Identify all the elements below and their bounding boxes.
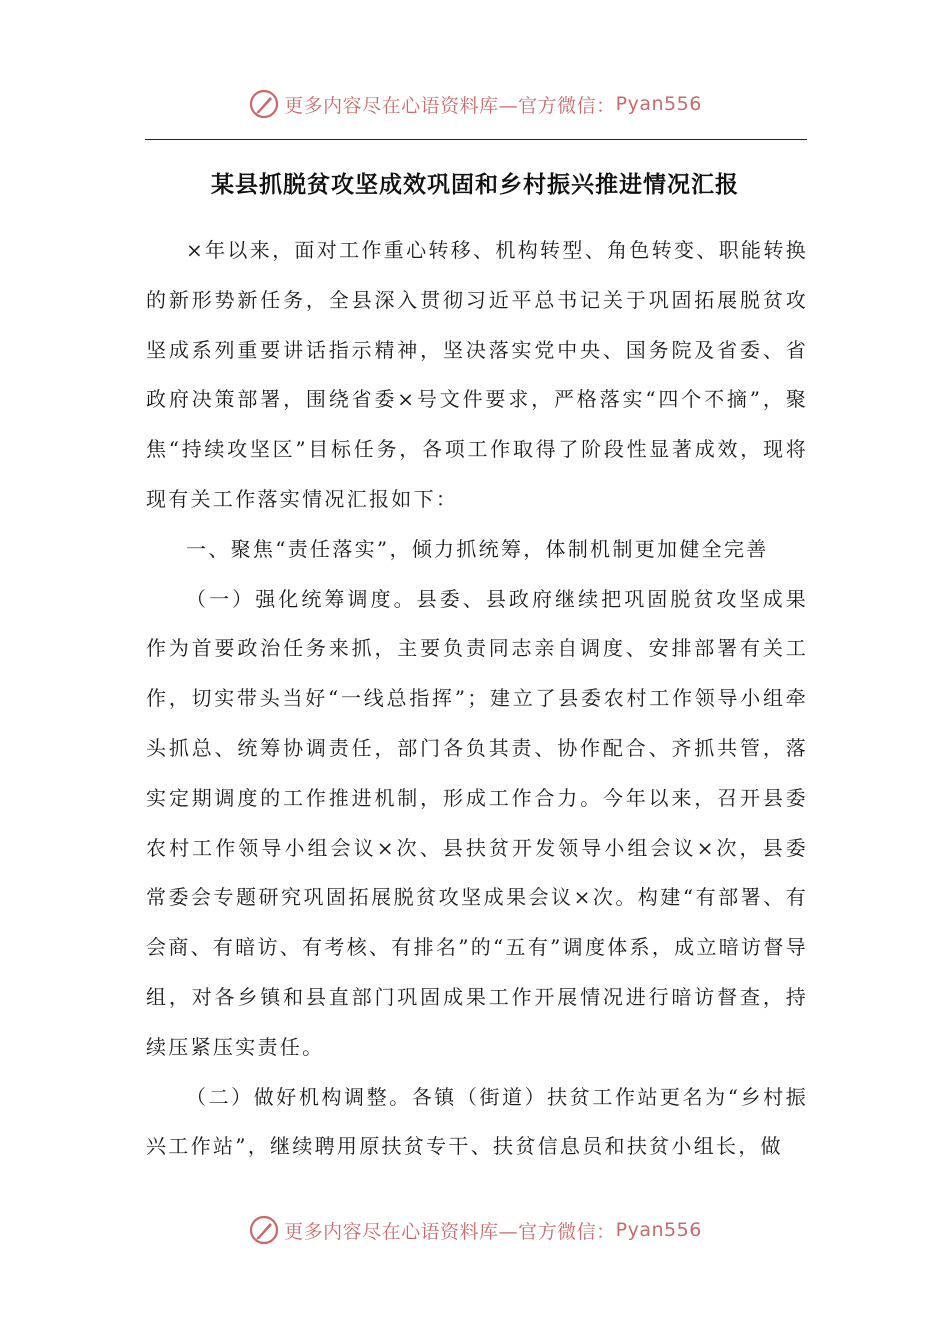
document-body bbox=[146, 226, 808, 1172]
header-banner bbox=[0, 86, 950, 122]
section-heading-1: 一、聚焦“责任落实”，倾力抓统筹，体制机制更加健全完善 bbox=[186, 536, 769, 561]
quill-logo-icon bbox=[248, 88, 280, 120]
quill-logo-icon bbox=[248, 1214, 280, 1246]
footer-banner bbox=[0, 1212, 950, 1248]
paragraph-intro: ×年以来，面对工作重心转移、机构转型、角色转变、职能转换的新形势新任务，全县深入贯彻习近平总书记关于巩固拓展脱贫攻坚成系列重要讲话指示精神，坚决落实党中央、国务院及省委、省政府决策部署，围绕省委×号文件要求，严格落实“四个不摘”，聚焦“持续攻坚区”目标任务，各项工作取得了阶段性显著成效，现将现有关工作落实情况汇报如下： bbox=[146, 238, 808, 511]
header-banner-text: 更多内容尽在心语资料库—官方微信： bbox=[284, 94, 616, 117]
header-wechat-id: Pyan556 bbox=[615, 93, 702, 115]
paragraph-coordination: （一）强化统筹调度。县委、县政府继续把巩固脱贫攻坚成果作为首要政治任务来抓，主要负责同志亲自调度、安排部署有关工作，切实带头当好“一线总指挥”；建立了县委农村工作领导小组牵头抓总、统筹协调责任，部门各负其责、协作配合、齐抓共管，落实定期调度的工作推进机制，形成工作合力。今年以来，召开县委农村工作领导小组会议×次、县扶贫开发领导小组会议×次，县委常委会专题研究巩固拓展脱贫攻坚成果会议×次。构建“有部署、有会商、有暗访、有考核、有排名”的“五有”调度体系，成立暗访督导组，对各乡镇和县直部门巩固成果工作开展情况进行暗访督查，持续压紧压实责任。 bbox=[146, 586, 808, 1059]
document-title: 某县抓脱贫攻坚成效巩固和乡村振兴推进情况汇报 bbox=[211, 171, 739, 198]
footer-wechat-id: Pyan556 bbox=[615, 1219, 702, 1241]
paragraph-restructuring: （二）做好机构调整。各镇（街道）扶贫工作站更名为“乡村振兴工作站”，继续聘用原扶贫专干、扶贫信息员和扶贫小组长，做 bbox=[146, 1084, 808, 1159]
header-divider bbox=[145, 139, 807, 140]
footer-banner-text: 更多内容尽在心语资料库—官方微信： bbox=[284, 1220, 616, 1243]
